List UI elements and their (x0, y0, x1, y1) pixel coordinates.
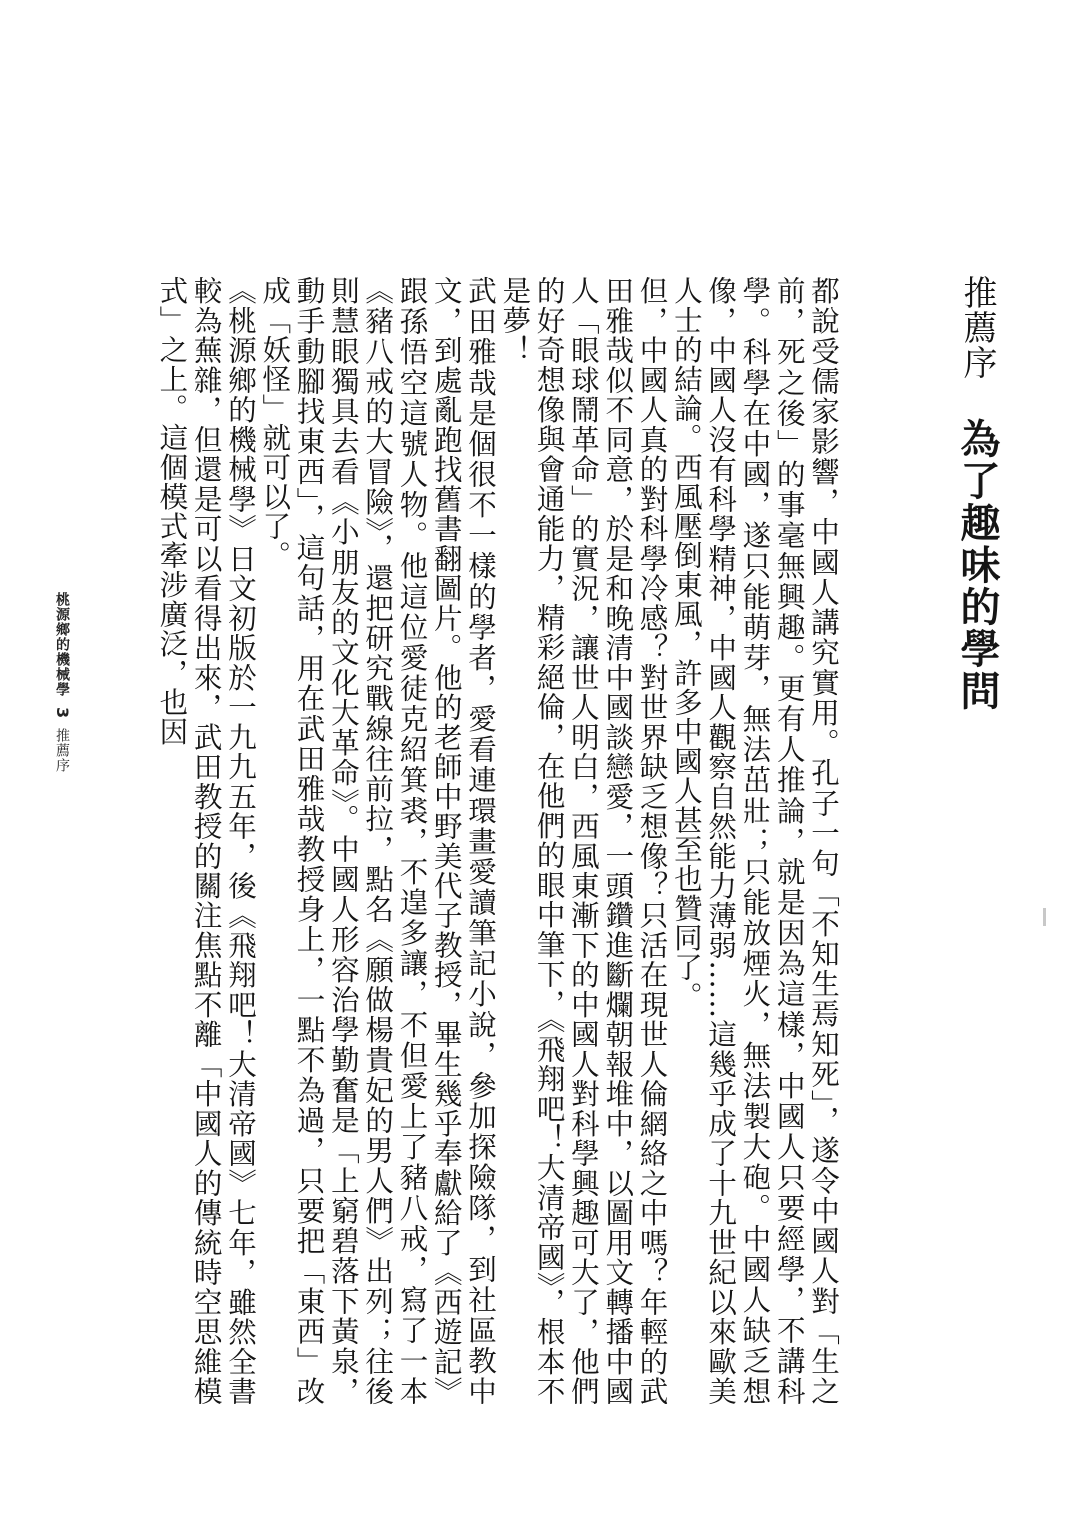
footer-book-title: 桃源鄉的機械學 (54, 592, 70, 697)
paragraph-2: 但，中國人真的對科學冷感？對世界缺乏想像？只活在現世人倫網絡之中嗎？年輕的武田雅哉似不同意，於是和晚清中國談戀愛，一頭鑽進斷爛朝報堆中，以圖用文轉播中國人「眼球鬧革命」的實況，讓世人明白，西風東漸下的中國人對科學興趣可大了，他們的好奇想像與會通能力，精彩絕倫，在他們的眼中筆下，《飛翔吧！大清帝國》，根本不是夢！ (498, 276, 669, 1406)
chapter-title: 為了趣味的學問 (954, 418, 1001, 712)
paragraph-4: 《桃源鄉的機械學》日文初版於一九九五年，後《飛翔吧！大清帝國》七年，雖然全書較為蕪雜，但還是可以看得出來，武田教授的關注焦點不離「中國人的傳統時空思維模式」之上。這個模式牽涉廣泛，也因 (155, 276, 257, 1406)
chapter-heading (954, 275, 1001, 712)
body-text (150, 276, 840, 1406)
footer-section: 推薦序 (54, 728, 70, 774)
page-number: 3 (53, 707, 72, 719)
margin-mark (1043, 908, 1046, 926)
section-label: 推薦序 (957, 275, 997, 380)
page-footer (50, 592, 74, 772)
paragraph-3: 武田雅哉是個很不一樣的學者，愛看連環畫愛讀筆記小說，參加探險隊，到社區教中文，到處亂跑找舊書翻圖片。他的老師中野美代子教授，畢生幾乎奉獻給了《西遊記》跟孫悟空這號人物。他這位愛徒克紹箕裘，不遑多讓，不但愛上了豬八戒，寫了一本《豬八戒的大冒險》，還把研究戰線往前拉，點名《願做楊貴妃的男人們》出列；往後則慧眼獨具去看《小朋友的文化大革命》。中國人形容治學勤奮是「上窮碧落下黃泉，動手動腳找東西」，這句話，用在武田雅哉教授身上，一點不為過，只要把「東西」改成「妖怪」就可以了。 (258, 276, 498, 1406)
paragraph-1: 都說受儒家影響，中國人講究實用。孔子一句「不知生焉知死」，遂令中國人對「生之前，死之後」的事毫無興趣。更有人推論，就是因為這樣，中國人只要經學，不講科學。科學在中國，遂只能萌芽，無法茁壯；只能放煙火，無法製大砲。中國人缺乏想像，中國人沒有科學精神，中國人觀察自然能力薄弱……這幾乎成了十九世紀以來歐美人士的結論。西風壓倒東風，許多中國人甚至也贊同了。 (669, 276, 840, 1406)
